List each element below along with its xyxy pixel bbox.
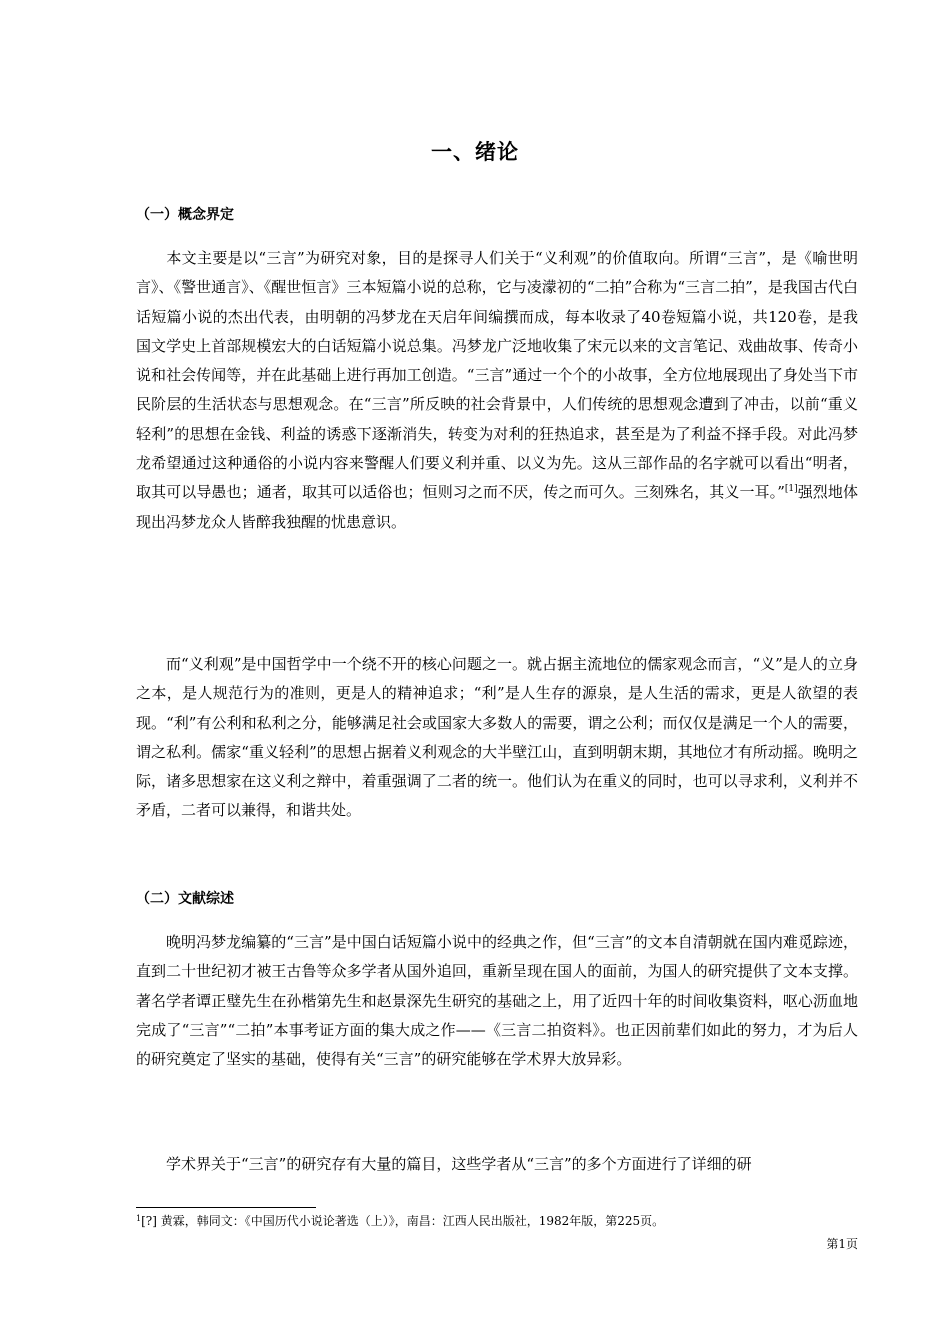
section-heading-concept: （一）概念界定 <box>136 207 234 223</box>
footnote-text: [?] 黄霖，韩同文：《中国历代小说论著选（上）》，南昌：江西人民出版社，1982年版，第225页。 <box>141 1214 665 1228</box>
page-number: 第1页 <box>826 1237 858 1251</box>
section-heading-review: （二）文献综述 <box>136 891 234 907</box>
paragraph-text: 晚明冯梦龙编纂的“三言”是中国白话短篇小说中的经典之作，但“三言”的文本自清朝就在国内难觅踪迹，直到二十世纪初才被王古鲁等众多学者从国外追回，重新呈现在国人的面前，为国人的研究提供了文本支撑。著名学者谭正璧先生在孙楷第先生和赵景深先生研究的基础之上，用了近四十年的时间收集资料，呕心沥血地完成了“三言”“二拍”本事考证方面的集大成之作——《三言二拍资料》。也正因前辈们如此的努力，才为后人的研究奠定了坚实的基础，使得有关“三言”的研究能够在学术界大放异彩。 <box>136 933 858 1069</box>
paragraph-text: 本文主要是以“三言”为研究对象，目的是探寻人们关于“义利观”的价值取向。所谓“三言”，是《喻世明言》、《警世通言》、《醒世恒言》三本短篇小说的总称，它与凌濛初的“二拍”合称为“三言二拍”，是我国古代白话短篇小说的杰出代表，由明朝的冯梦龙在天启年间编撰而成，每本收录了40卷短篇小说，共120卷，是我国文学史上首部规模宏大的白话短篇小说总集。冯梦龙广泛地收集了宋元以来的文言笔记、戏曲故事、传奇小说和社会传闻等，并在此基础上进行再加工创造。“三言”通过一个个的小故事，全方位地展现出了身处当下市民阶层的生活状态与思想观念。在“三言”所反映的社会背景中，人们传统的思想观念遭到了冲击，以前“重义轻利”的思想在金钱、利益的诱惑下逐渐消失，转变为对利的狂热追求，甚至是为了利益不择手段。对此冯梦龙希望通过这种通俗的小说内容来警醒人们要义利并重、以义为先。这从三部作品的名字就可以看出“明者，取其可以导愚也；通者，取其可以适俗也；恒则习之而不厌，传之而可久。三刻殊名，其义一耳。” <box>136 249 858 502</box>
paragraph-review-1 <box>136 928 858 1074</box>
chapter-title: 一、绪论 <box>431 140 519 164</box>
paragraph-text: 而“义利观”是中国哲学中一个绕不开的核心问题之一。就占据主流地位的儒家观念而言，“义”是人的立身之本，是人规范行为的准则，更是人的精神追求；“利”是人生存的源泉，是人生活的需求，更是人欲望的表现。“利”有公利和私利之分，能够满足社会或国家大多数人的需要，谓之公利；而仅仅是满足一个人的需要，谓之私利。儒家“重义轻利”的思想占据着义利观念的大半壁江山，直到明朝末期，其地位才有所动摇。晚明之际，诸多思想家在这义利之辩中，着重强调了二者的统一。他们认为在重义的同时，也可以寻求利，义利并不矛盾，二者可以兼得，和谐共处。 <box>136 655 858 820</box>
footnote-marker: 1 <box>136 1214 142 1223</box>
paragraph-concept-1 <box>136 244 858 537</box>
paragraph-text: 学术界关于“三言”的研究存有大量的篇目，这些学者从“三言”的多个方面进行了详细的研 <box>166 1155 752 1173</box>
citation-marker: [1] <box>784 484 798 495</box>
footnote <box>136 1212 664 1229</box>
paragraph-concept-2 <box>136 650 858 826</box>
paragraph-review-2 <box>136 1150 858 1179</box>
footnote-divider <box>136 1207 316 1208</box>
paragraph-text-tail: 强烈地体现出冯梦龙众人皆醉我独醒的忧患意识。 <box>136 483 858 531</box>
